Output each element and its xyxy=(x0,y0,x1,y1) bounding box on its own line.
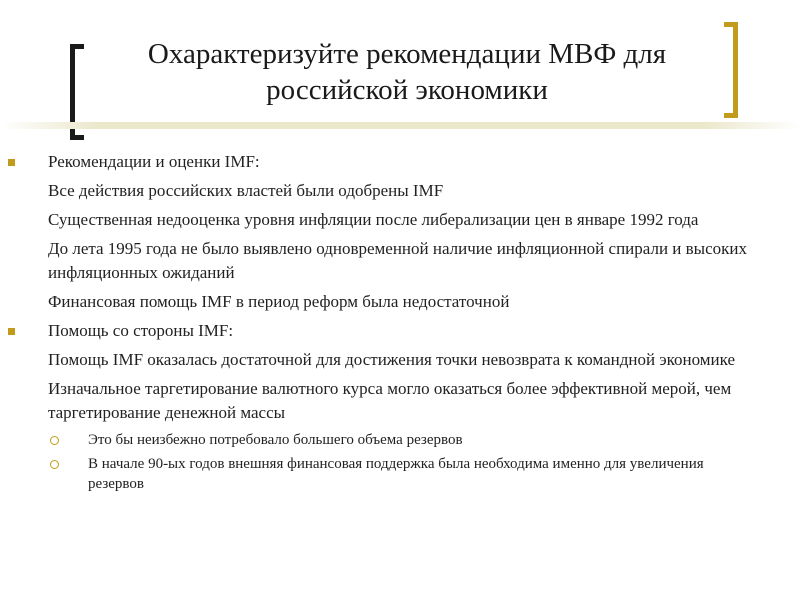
slide-title: Охарактеризуйте рекомендации МВФ для российской экономики xyxy=(147,38,667,106)
sub-item-text: Все действия российских властей были одобрены IMF xyxy=(48,181,444,200)
square-bullet-icon xyxy=(8,328,15,335)
bullet-item xyxy=(0,150,800,174)
nested-bullet-text: Это бы неизбежно потребовало большего объема резервов xyxy=(88,432,463,448)
sub-item xyxy=(0,208,800,232)
sub-item xyxy=(0,290,800,314)
nested-bullet-item xyxy=(0,454,800,494)
title-divider xyxy=(0,122,800,129)
square-bullet-icon xyxy=(8,159,15,166)
bullet-text: Рекомендации и оценки IMF: xyxy=(48,152,260,171)
sub-item-text: Финансовая помощь IMF в период реформ была недостаточной xyxy=(48,292,510,311)
bullet-item xyxy=(0,319,800,343)
sub-item xyxy=(0,377,800,425)
sub-item-text: Помощь IMF оказалась достаточной для достижения точки невозврата к командной экономике xyxy=(48,350,736,369)
right-bracket-decoration xyxy=(724,22,738,118)
bullet-list xyxy=(0,150,800,498)
nested-bullet-item xyxy=(0,430,800,450)
sub-item xyxy=(0,237,800,285)
sub-item xyxy=(0,179,800,203)
sub-item xyxy=(0,348,800,372)
circle-bullet-icon xyxy=(50,460,59,469)
sub-item-text: Изначальное таргетирование валютного курса могло оказаться более эффективной мерой, чем таргетирование денежной массы xyxy=(48,379,732,422)
circle-bullet-icon xyxy=(50,436,59,445)
nested-bullet-text: В начале 90-ых годов внешняя финансовая поддержка была необходима именно для увеличения резервов xyxy=(88,456,704,492)
sub-item-text: Существенная недооценка уровня инфляции после либерализации цен в январе 1992 года xyxy=(48,210,699,229)
bullet-text: Помощь со стороны IMF: xyxy=(48,321,234,340)
sub-item-text: До лета 1995 года не было выявлено одновременной наличие инфляционной спирали и высоких инфляционных ожиданий xyxy=(48,239,747,282)
